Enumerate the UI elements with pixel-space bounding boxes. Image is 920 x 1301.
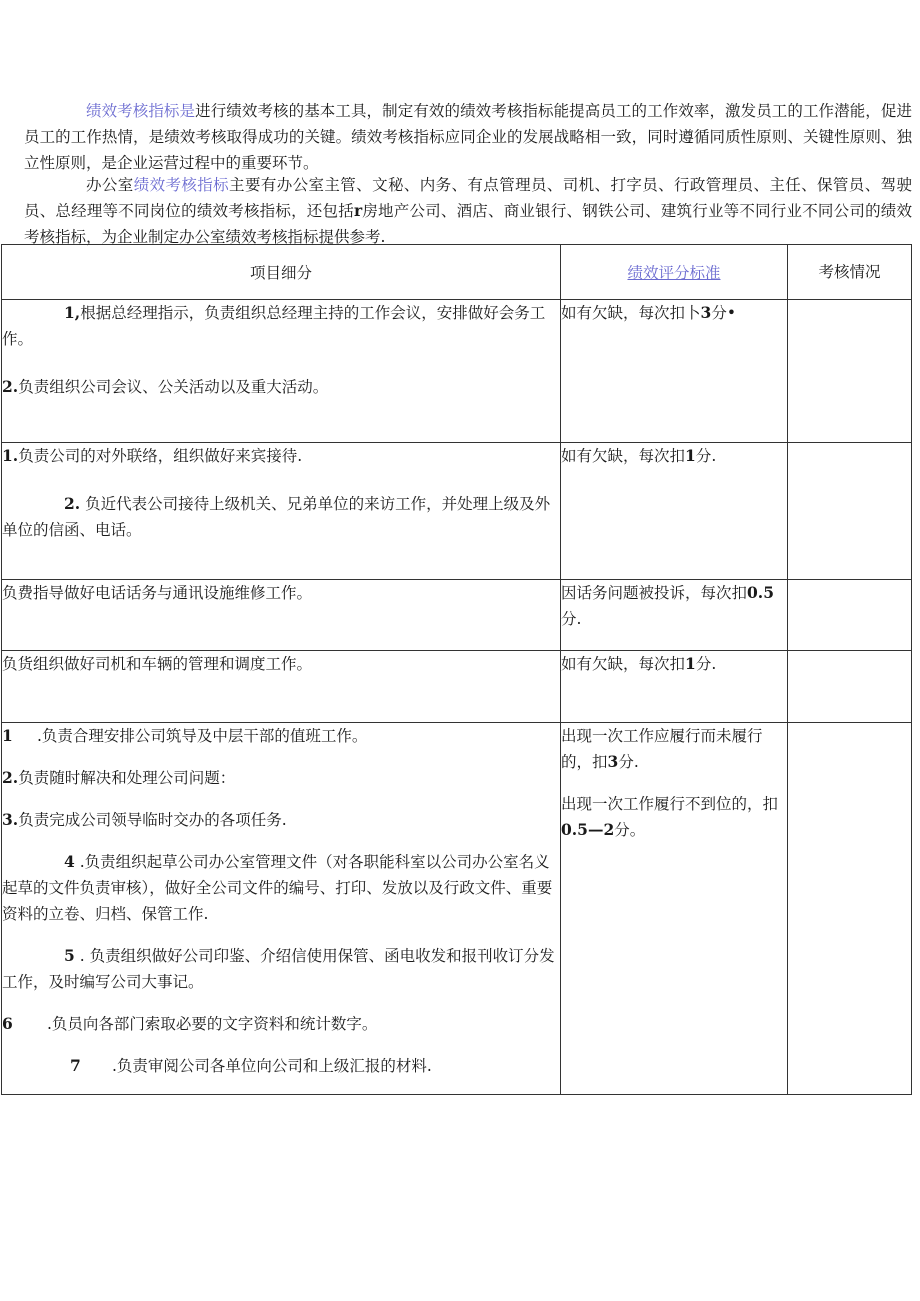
standard-link[interactable]: 绩效评分标准 — [627, 264, 721, 282]
intro-text-1: 进行绩效考核的基本工具，制定有效的绩效考核指标能提高员工的工作效率，激发员工的工作潜能，促进员工的工作热情，是绩效考核取得成功的关键。绩效考核指标应同企业的发展战略相一致，同时遵循同质性原则、关键性原则、独立性原则，是企业运营过程中的重要环节。 — [24, 102, 912, 172]
list-item: 1 .负责合理安排公司筑导及中层干部的值班工作。 — [2, 726, 368, 745]
list-item: 4 .负责组织起草公司办公室管理文件（对各职能科室以公司办公室名义起草的文件负责审核），做好全公司文件的编号、打印、发放以及行政文件、重要资料的立卷、归档、保管工作. — [2, 852, 553, 923]
standard-text: 出现一次工作履行不到位的，扣0.5—2分。 — [561, 795, 779, 839]
row-4-status[interactable] — [788, 651, 912, 723]
row-2-standard — [561, 443, 788, 580]
list-item: 负费指导做好电话话务与通讯设施维修工作。 — [2, 584, 313, 602]
standard-text: 如有欠缺，每次扣1分. — [561, 654, 717, 673]
table-row — [2, 723, 912, 1095]
table-row — [2, 443, 912, 580]
header-item: 项目细分 — [2, 245, 561, 300]
intro-prefix: 办公室 — [86, 176, 134, 194]
standard-text: 因话务问题被投诉，每次扣0.5分. — [561, 583, 774, 628]
row-3-standard — [561, 580, 788, 651]
row-1-status[interactable] — [788, 300, 912, 443]
intro-text-3: 房地产公司、酒店、商业银行、钢铁公司、建筑行业等不同行业不同公司的绩效考核指标，为企业制定办公室绩效考核指标提供参考. — [24, 202, 912, 246]
list-item: 2.负责组织公司会议、公关活动以及重大活动。 — [2, 377, 329, 396]
kpi-table — [1, 244, 912, 1095]
table-row — [2, 300, 912, 443]
row-3-items — [2, 580, 561, 651]
row-4-items — [2, 651, 561, 723]
office-kpi-link[interactable]: 绩效考核指标 — [133, 176, 230, 194]
table-row — [2, 651, 912, 723]
intro-text-2: 主要有办公室主管、文秘、内务、有点管理员、司机、打字员、行政管理员、主任、保管员、驾驶员、总经理等不同岗位的绩效考核指标，还包括 — [24, 176, 912, 220]
row-2-items — [2, 443, 561, 580]
row-5-standard — [561, 723, 788, 1095]
row-1-standard — [561, 300, 788, 443]
row-4-standard — [561, 651, 788, 723]
list-item: 6 .负员向各部门索取必要的文字资料和统计数字。 — [2, 1014, 378, 1033]
standard-text: 如有欠缺，每次扣1分. — [561, 446, 717, 465]
standard-text: 如有欠缺，每次扣卜3分• — [561, 303, 736, 322]
list-item: 3.负责完成公司领导临时交办的各项任务. — [2, 810, 287, 829]
list-item: 2.负责随时解决和处理公司问题： — [2, 768, 236, 787]
row-3-status[interactable] — [788, 580, 912, 651]
row-5-items — [2, 723, 561, 1095]
list-item: 7 .负责审阅公司各单位向公司和上级汇报的材料. — [70, 1056, 432, 1075]
list-item: 5 . 负责组织做好公司印鉴、介绍信使用保管、函电收发和报刊收订分发工作，及时编写公司大事记。 — [2, 946, 555, 991]
intro-paragraph-2 — [24, 172, 912, 250]
list-item: 负货组织做好司机和车辆的管理和调度工作。 — [2, 655, 313, 673]
table-row — [2, 580, 912, 651]
standard-text: 出现一次工作应履行而未履行的，扣3分. — [561, 727, 763, 771]
list-item: 2. 负近代表公司接待上级机关、兄弟单位的来访工作，并处理上级及外单位的信函、电话。 — [2, 494, 551, 539]
list-item: 1,根据总经理指示，负责组织总经理主持的工作会议，安排做好会务工作。 — [2, 303, 546, 348]
header-standard — [561, 245, 788, 300]
intro-bold-mark: r — [353, 201, 363, 220]
row-5-status[interactable] — [788, 723, 912, 1095]
intro-paragraph-1 — [24, 98, 912, 176]
header-status: 考核情况 — [788, 245, 912, 300]
row-1-items — [2, 300, 561, 443]
row-2-status[interactable] — [788, 443, 912, 580]
kpi-link[interactable]: 绩效考核指标是 — [86, 102, 196, 120]
table-header-row — [2, 245, 912, 300]
list-item: 1.负责公司的对外联络，组织做好来宾接待. — [2, 446, 303, 465]
